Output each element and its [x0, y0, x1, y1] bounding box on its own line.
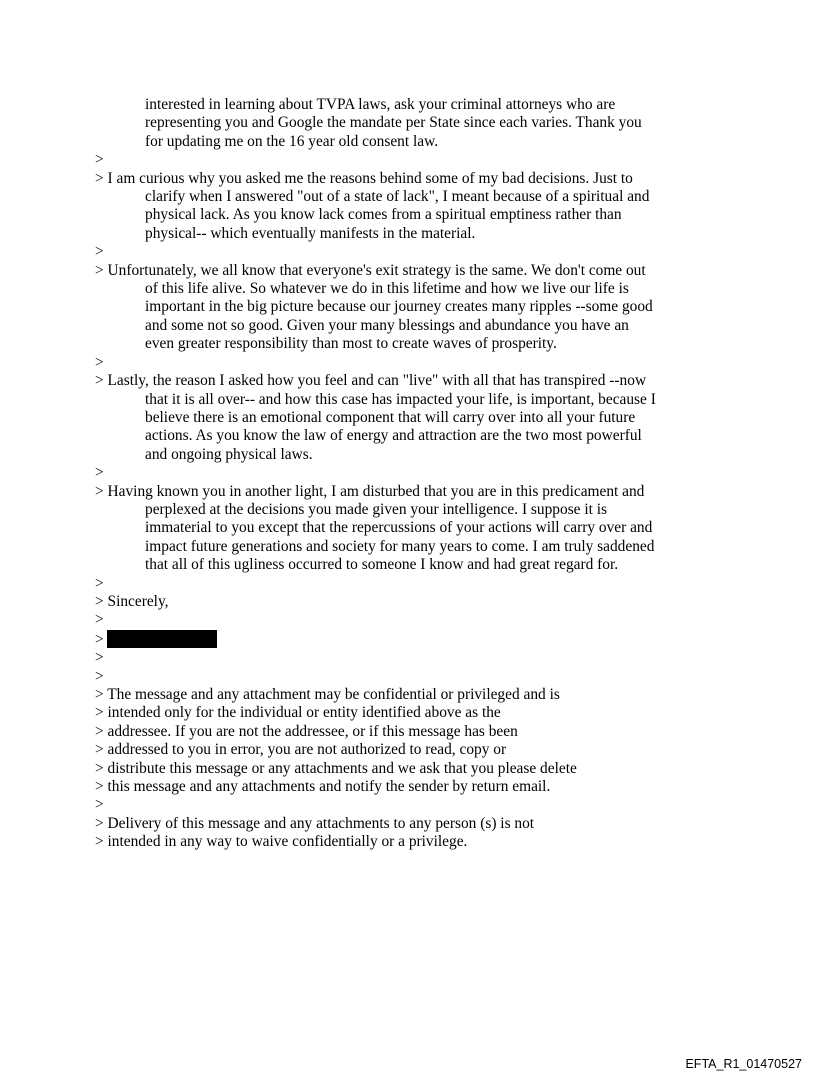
text-line: > addressed to you in error, you are not authorized to read, copy or [95, 741, 507, 759]
text-line: for updating me on the 16 year old consent law. [145, 132, 439, 150]
text-line: of this life alive. So whatever we do in this lifetime and how we live our life is [145, 280, 629, 298]
text-line: impact future generations and society for many years to come. I am truly saddened [145, 537, 655, 555]
quote-marker: > [95, 796, 104, 814]
text-line: that all of this ugliness occurred to someone I know and had great regard for. [145, 556, 619, 574]
quote-marker: > [95, 649, 104, 667]
text-line: believe there is an emotional component that will carry over into all your future [145, 408, 636, 426]
paragraph-bad-decisions [95, 170, 685, 244]
text-line: even greater responsibility than most to create waves of prosperity. [145, 335, 557, 353]
text-line: physical lack. As you know lack comes from a spiritual emptiness rather than [145, 206, 622, 224]
paragraph-exit-strategy [95, 262, 685, 354]
delivery-notice [95, 815, 685, 852]
text-line: and ongoing physical laws. [145, 445, 313, 463]
quote-marker: > [95, 353, 104, 371]
text-line: important in the big picture because our journey creates many ripples --some good [145, 298, 653, 316]
paragraph-having-known [95, 483, 685, 575]
text-line: representing you and Google the mandate per State since each varies. Thank you [145, 114, 642, 132]
quote-marker: > [95, 151, 104, 169]
quote-marker: > [95, 464, 104, 482]
text-line: interested in learning about TVPA laws, ask your criminal attorneys who are [145, 96, 616, 113]
text-line: > addressee. If you are not the addressee, or if this message has been [95, 722, 518, 740]
closing: > Sincerely, [95, 592, 169, 610]
text-line: that it is all over-- and how this case has impacted your life, is important, because I [145, 390, 656, 408]
text-line: > this message and any attachments and notify the sender by return email. [95, 778, 551, 796]
text-line: > intended in any way to waive confidentially or a privilege. [95, 833, 468, 851]
text-line: > Lastly, the reason I asked how you feel and can "live" with all that has transpired --now [95, 372, 647, 390]
email-body [95, 96, 685, 852]
paragraph-lastly [95, 372, 685, 464]
text-line: clarify when I answered "out of a state of lack", I meant because of a spiritual and [145, 188, 650, 206]
quote-marker: > [95, 574, 104, 592]
paragraph-tvpa [95, 96, 685, 151]
quote-marker: > [95, 611, 104, 629]
redaction-block [107, 630, 217, 648]
text-line: physical-- which eventually manifests in the material. [145, 224, 476, 242]
text-line: > distribute this message or any attachments and we ask that you please delete [95, 759, 577, 777]
text-line: > Delivery of this message and any attachments to any person (s) is not [95, 814, 535, 832]
document-id: EFTA_R1_01470527 [685, 1057, 802, 1071]
text-line: > Unfortunately, we all know that everyone's exit strategy is the same. We don't come out [95, 261, 646, 279]
text-line: actions. As you know the law of energy and attraction are the two most powerful [145, 427, 642, 445]
text-line: > The message and any attachment may be confidential or privileged and is [95, 686, 560, 703]
text-line: > intended only for the individual or entity identified above as the [95, 704, 501, 722]
quote-marker: > [95, 243, 104, 261]
text-line: > I am curious why you asked me the reasons behind some of my bad decisions. Just to [95, 169, 633, 187]
text-line: perplexed at the decisions you made given your intelligence. I suppose it is [145, 500, 608, 518]
quote-marker: > [95, 667, 104, 685]
text-line: > Having known you in another light, I am disturbed that you are in this predicament and [95, 482, 645, 500]
text-line: and some not so good. Given your many blessings and abundance you have an [145, 316, 629, 334]
signature-line [95, 630, 685, 649]
quote-marker: > [95, 630, 104, 648]
text-line: immaterial to you except that the repercussions of your actions will carry over and [145, 519, 653, 537]
confidentiality-disclaimer [95, 686, 685, 796]
